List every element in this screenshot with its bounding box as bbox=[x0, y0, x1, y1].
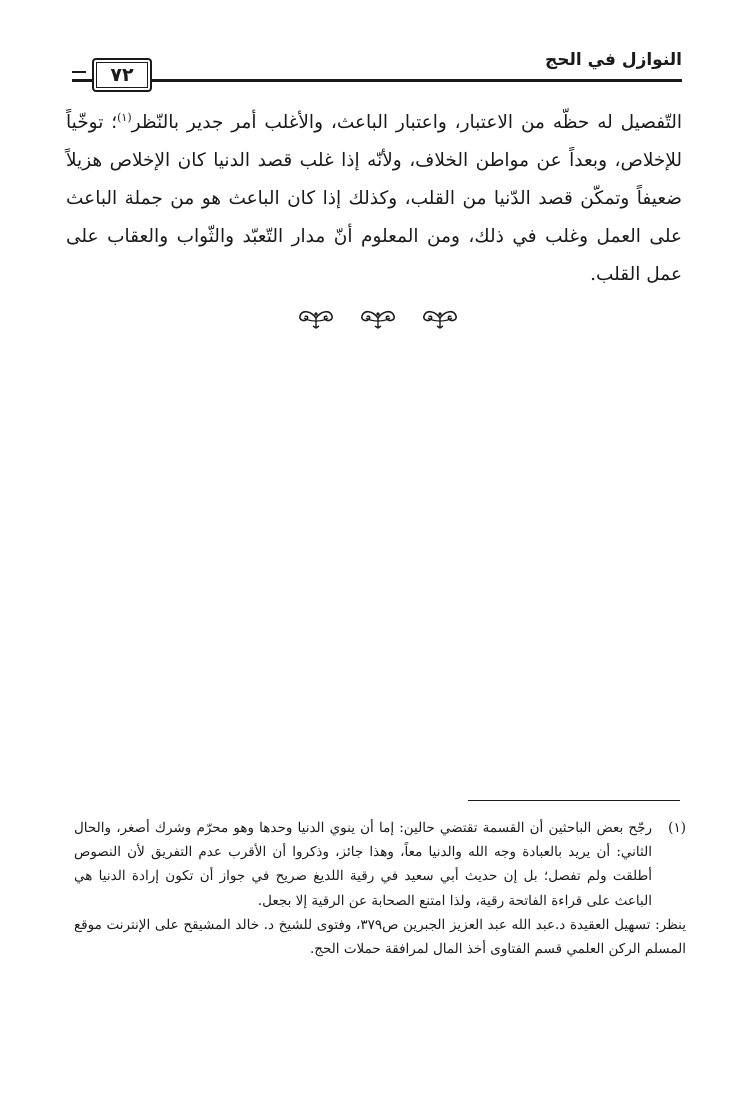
footnote-text: رجّح بعض الباحثين أن القسمة تقتضي حالين: إما أن ينوي الدنيا وحدها وهو محرّم وشرك أصغر، والحال الثاني: أن يريد بالعبادة وجه الله والدنيا معاً، وهذا جائز، وذكروا أن الأقرب عدم التفريق لأن النصوص أطلقت ولم تفصل؛ بل إن حديث أبي سعيد في رقية اللديغ صريح في جواز أن تكون إرادة الدنيا هي الباعث على قراءة الفاتحة رقية، ولذا امتنع الصحابة عن الرقية إلا بجعل. bbox=[74, 820, 652, 909]
header-rule-left bbox=[72, 71, 86, 73]
floral-divider-icon bbox=[296, 306, 336, 330]
main-paragraph bbox=[66, 104, 682, 294]
footnote-reference[interactable]: (١) bbox=[117, 110, 132, 124]
footnote-marker: (١) bbox=[668, 820, 686, 836]
footnotes-section bbox=[74, 816, 686, 961]
running-title: النوازل في الحج bbox=[544, 50, 682, 70]
floral-divider-icon bbox=[420, 306, 460, 330]
header-rule bbox=[72, 79, 682, 82]
footnote-1 bbox=[74, 816, 686, 913]
footnote-separator bbox=[468, 800, 680, 801]
paragraph-text-start: التّفصيل له حظّه من الاعتبار، واعتبار الباعث، والأغلب أمر جدير بالنّظر bbox=[131, 112, 682, 133]
section-ornament bbox=[0, 306, 755, 330]
footnote-sources: ينظر: تسهيل العقيدة د.عبد الله عبد العزيز الجبرين ص٣٧٩، وفتوى للشيخ د. خالد المشيقح على الإنترنت موقع المسلم الركن العلمي قسم الفتاوى أخذ المال لمرافقة حملات الحج. bbox=[74, 916, 686, 958]
paragraph-text-end: ؛ توخّياً للإخلاص، وبعداً عن مواطن الخلاف، ولأنّه إذا غلب قصد الدنيا كان الإخلاص هزيلاً ضعيفاً وتمكّن قصد الدّنيا من القلب، وكذلك إذا كان الباعث هو من جملة الباعث على العمل وغلب في ذلك، ومن المعلوم أنّ مدار التّعبّد والثّواب والعقاب على عمل القلب. bbox=[66, 112, 682, 285]
page-header bbox=[72, 46, 682, 90]
page-number: ٧٢ bbox=[92, 58, 152, 92]
floral-divider-icon bbox=[358, 306, 398, 330]
